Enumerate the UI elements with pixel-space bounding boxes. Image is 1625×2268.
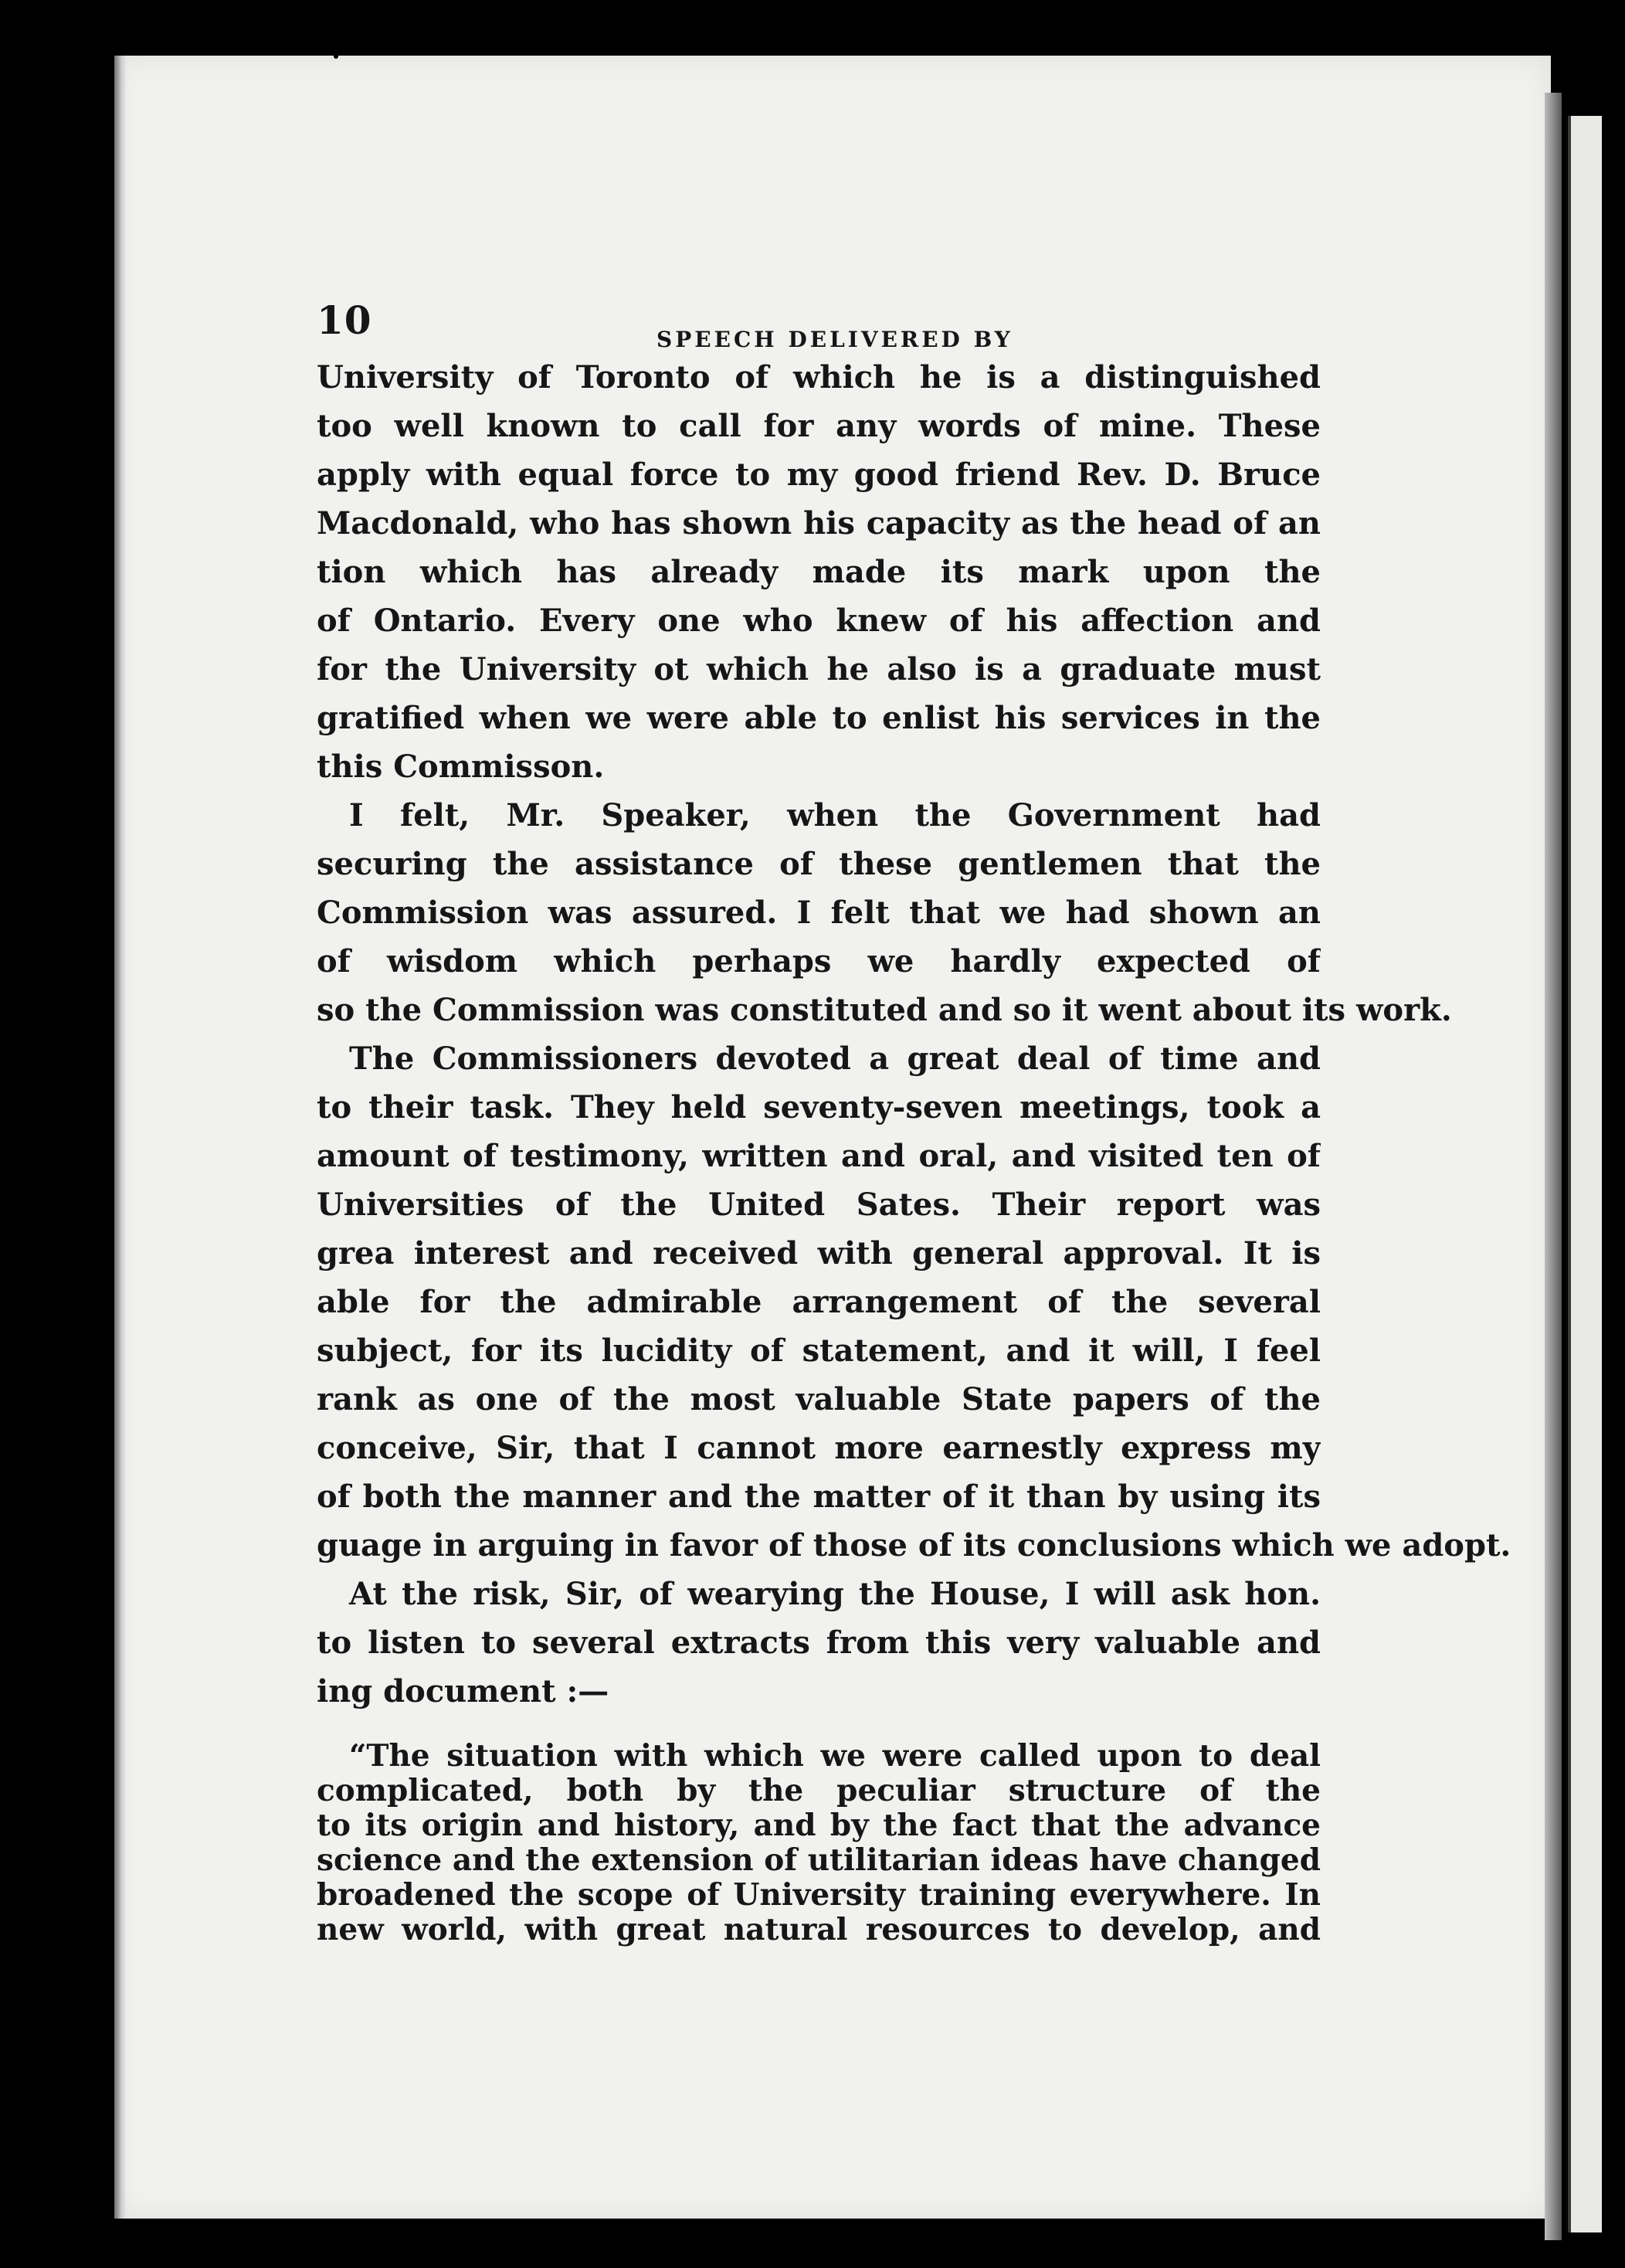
body-text-line: securing the assistance of these gentlemen that the	[317, 846, 1321, 882]
body-text	[317, 353, 1511, 1716]
running-head	[317, 297, 1321, 353]
body-text-line: Macdonald, who has shown his capacity as the head of an	[317, 505, 1321, 542]
body-text-line: too well known to call for any words of mine. These	[317, 408, 1321, 444]
scan-speck	[516, 29, 522, 36]
body-text-line: University of Toronto of which he is a distinguished	[317, 359, 1321, 396]
body-text-line: so the Commission was constituted and so it went about its work.	[317, 992, 1452, 1028]
body-text-line: this Commisson.	[317, 749, 605, 785]
quote-text-line: science and the extension of utilitarian ideas have changed	[317, 1843, 1321, 1878]
quote-text-line: complicated, both by the peculiar structure of the	[317, 1774, 1321, 1808]
body-text-line: Universities of the United Sates. Their report was	[317, 1187, 1321, 1223]
body-text-line: rank as one of the most valuable State papers of the	[317, 1381, 1321, 1418]
body-text-line: ing document :—	[317, 1673, 609, 1709]
body-text-line: amount of testimony, written and oral, and visited ten of	[317, 1138, 1321, 1174]
scan-speck	[26, 2225, 32, 2236]
body-text-line: conceive, Sir, that I cannot more earnestly express my	[317, 1430, 1321, 1466]
scan-speck	[46, 1537, 54, 1547]
quoted-extract	[317, 1739, 1321, 1947]
body-text-line: of wisdom which perhaps we hardly expected of	[317, 943, 1321, 980]
body-text-line: subject, for its lucidity of statement, and it will, I feel	[317, 1333, 1321, 1369]
body-text-line: for the University ot which he also is a graduate must	[317, 651, 1321, 688]
body-text-line: At the risk, Sir, of wearying the House, I will ask hon.	[349, 1576, 1321, 1612]
body-text-line: The Commissioners devoted a great deal of time and	[349, 1041, 1321, 1077]
quote-text-line: new world, with great natural resources to develop, and	[317, 1913, 1321, 1947]
body-text-line: tion which has already made its mark upon the	[317, 554, 1321, 590]
page-left-edge-shadow	[114, 56, 127, 2219]
quote-text-line: “The situation with which we were called upon to deal	[349, 1739, 1321, 1774]
body-text-line: apply with equal force to my good friend Rev. D. Bruce	[317, 457, 1321, 493]
running-head-title: SPEECH DELIVERED BY	[656, 327, 1013, 352]
quote-spacing	[317, 1716, 1321, 1739]
body-text-line: I felt, Mr. Speaker, when the Government had	[349, 797, 1321, 834]
facing-page-sliver	[1568, 116, 1602, 2232]
page-number: 10	[317, 297, 372, 343]
page-gutter-shadow	[1545, 93, 1562, 2240]
body-text-line: to their task. They held seventy-seven meetings, took a	[317, 1089, 1321, 1126]
body-text-line: Commission was assured. I felt that we had shown an	[317, 895, 1321, 931]
body-text-line: of both the manner and the matter of it than by using its	[317, 1479, 1321, 1515]
body-text-line: of Ontario. Every one who knew of his affection and	[317, 603, 1321, 639]
page-text-block	[317, 297, 1511, 1947]
quote-text-line: broadened the scope of University training everywhere. In	[317, 1878, 1321, 1913]
body-text-line: guage in arguing in favor of those of its conclusions which we adopt.	[317, 1527, 1511, 1563]
body-text-line: grea interest and received with general approval. It is	[317, 1235, 1321, 1272]
body-text-line: gratified when we were able to enlist his services in the	[317, 700, 1321, 736]
body-text-line: to listen to several extracts from this very valuable and	[317, 1625, 1321, 1661]
body-text-line: able for the admirable arrangement of the several	[317, 1284, 1321, 1320]
scan-speck	[782, 2240, 788, 2246]
scan-speck	[334, 54, 338, 59]
quote-text-line: to its origin and history, and by the fact that the advance	[317, 1808, 1321, 1843]
